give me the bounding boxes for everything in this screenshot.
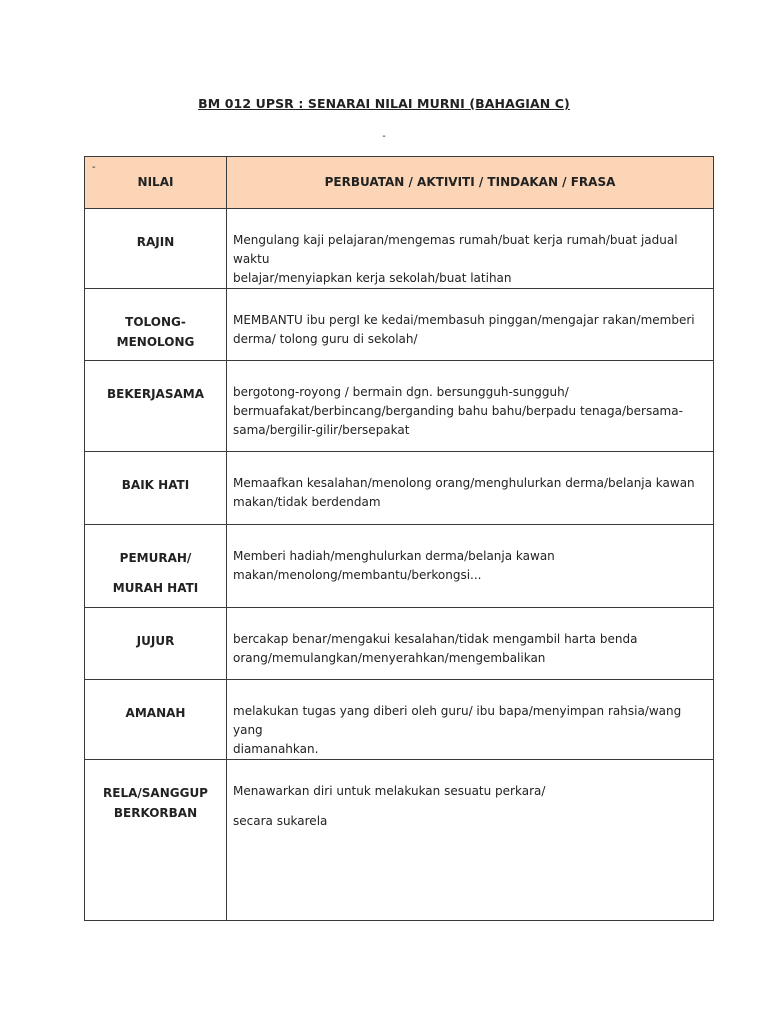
table-row — [85, 209, 714, 289]
nilai-label: PEMURAH/ — [119, 551, 192, 565]
nilai-label: RAJIN — [136, 235, 175, 249]
perbuatan-cell — [227, 680, 714, 760]
nilai-label: RELA/SANGGUP — [103, 786, 208, 800]
nilai-cell — [85, 452, 227, 525]
nilai-label: BERKORBAN — [113, 806, 198, 820]
perbuatan-cell — [227, 361, 714, 452]
perbuatan-text: makan/menolong/membantu/berkongsi... — [233, 568, 482, 582]
perbuatan-text: orang/memulangkan/menyerahkan/mengembalikan — [233, 651, 546, 665]
nilai-label: JUJUR — [136, 634, 175, 648]
perbuatan-cell — [227, 608, 714, 680]
table-row — [85, 680, 714, 760]
table-row — [85, 760, 714, 921]
header-perbuatan-label: PERBUATAN / AKTIVITI / TINDAKAN / FRASA — [324, 175, 616, 189]
page-title: BM 012 UPSR : SENARAI NILAI MURNI (BAHAGIAN C) — [198, 96, 570, 111]
header-nilai — [85, 157, 227, 209]
perbuatan-cell — [227, 760, 714, 921]
table-header-row — [85, 157, 714, 209]
header-perbuatan — [227, 157, 714, 209]
nilai-cell — [85, 209, 227, 289]
nilai-label: TOLONG- — [125, 315, 186, 329]
perbuatan-cell — [227, 525, 714, 608]
perbuatan-text: Mengulang kaji pelajaran/mengemas rumah/buat kerja rumah/buat jadual waktu — [233, 233, 678, 266]
dash-mark: - — [382, 131, 386, 142]
nilai-label: AMANAH — [125, 706, 186, 720]
values-table — [84, 156, 714, 921]
perbuatan-text: makan/tidak berdendam — [233, 495, 381, 509]
nilai-cell — [85, 680, 227, 760]
perbuatan-cell — [227, 289, 714, 361]
perbuatan-text: derma/ tolong guru di sekolah/ — [233, 332, 418, 346]
perbuatan-text: melakukan tugas yang diberi oleh guru/ ibu bapa/menyimpan rahsia/wang yang — [233, 704, 682, 737]
nilai-cell — [85, 289, 227, 361]
nilai-label: BAIK HATI — [121, 478, 190, 492]
nilai-label: MENOLONG — [116, 335, 195, 349]
perbuatan-text: MEMBANTU ibu pergI ke kedai/membasuh pinggan/mengajar rakan/memberi — [233, 313, 695, 327]
nilai-cell — [85, 760, 227, 921]
table-row — [85, 452, 714, 525]
perbuatan-text: sama/bergilir-gilir/bersepakat — [233, 423, 410, 437]
table-row — [85, 608, 714, 680]
perbuatan-text: bermuafakat/berbincang/berganding bahu bahu/berpadu tenaga/bersama- — [233, 404, 683, 418]
table-row — [85, 361, 714, 452]
table-row — [85, 289, 714, 361]
header-dash: - — [92, 162, 96, 173]
perbuatan-text: Menawarkan diri untuk melakukan sesuatu perkara/ — [233, 784, 546, 798]
perbuatan-text: belajar/menyiapkan kerja sekolah/buat latihan — [233, 271, 512, 285]
perbuatan-text: secara sukarela — [233, 814, 328, 828]
perbuatan-text: bergotong-royong / bermain dgn. bersungguh-sungguh/ — [233, 385, 569, 399]
nilai-cell — [85, 361, 227, 452]
perbuatan-text: Memaafkan kesalahan/menolong orang/menghulurkan derma/belanja kawan — [233, 476, 695, 490]
nilai-cell — [85, 525, 227, 608]
perbuatan-cell — [227, 209, 714, 289]
nilai-label: BEKERJASAMA — [107, 387, 204, 401]
perbuatan-text: diamanahkan. — [233, 742, 319, 756]
nilai-cell — [85, 608, 227, 680]
table-row — [85, 525, 714, 608]
header-nilai-label: NILAI — [137, 175, 174, 189]
perbuatan-text: Memberi hadiah/menghulurkan derma/belanja kawan — [233, 549, 555, 563]
perbuatan-cell — [227, 452, 714, 525]
perbuatan-text: bercakap benar/mengakui kesalahan/tidak mengambil harta benda — [233, 632, 638, 646]
nilai-label: MURAH HATI — [112, 581, 199, 595]
